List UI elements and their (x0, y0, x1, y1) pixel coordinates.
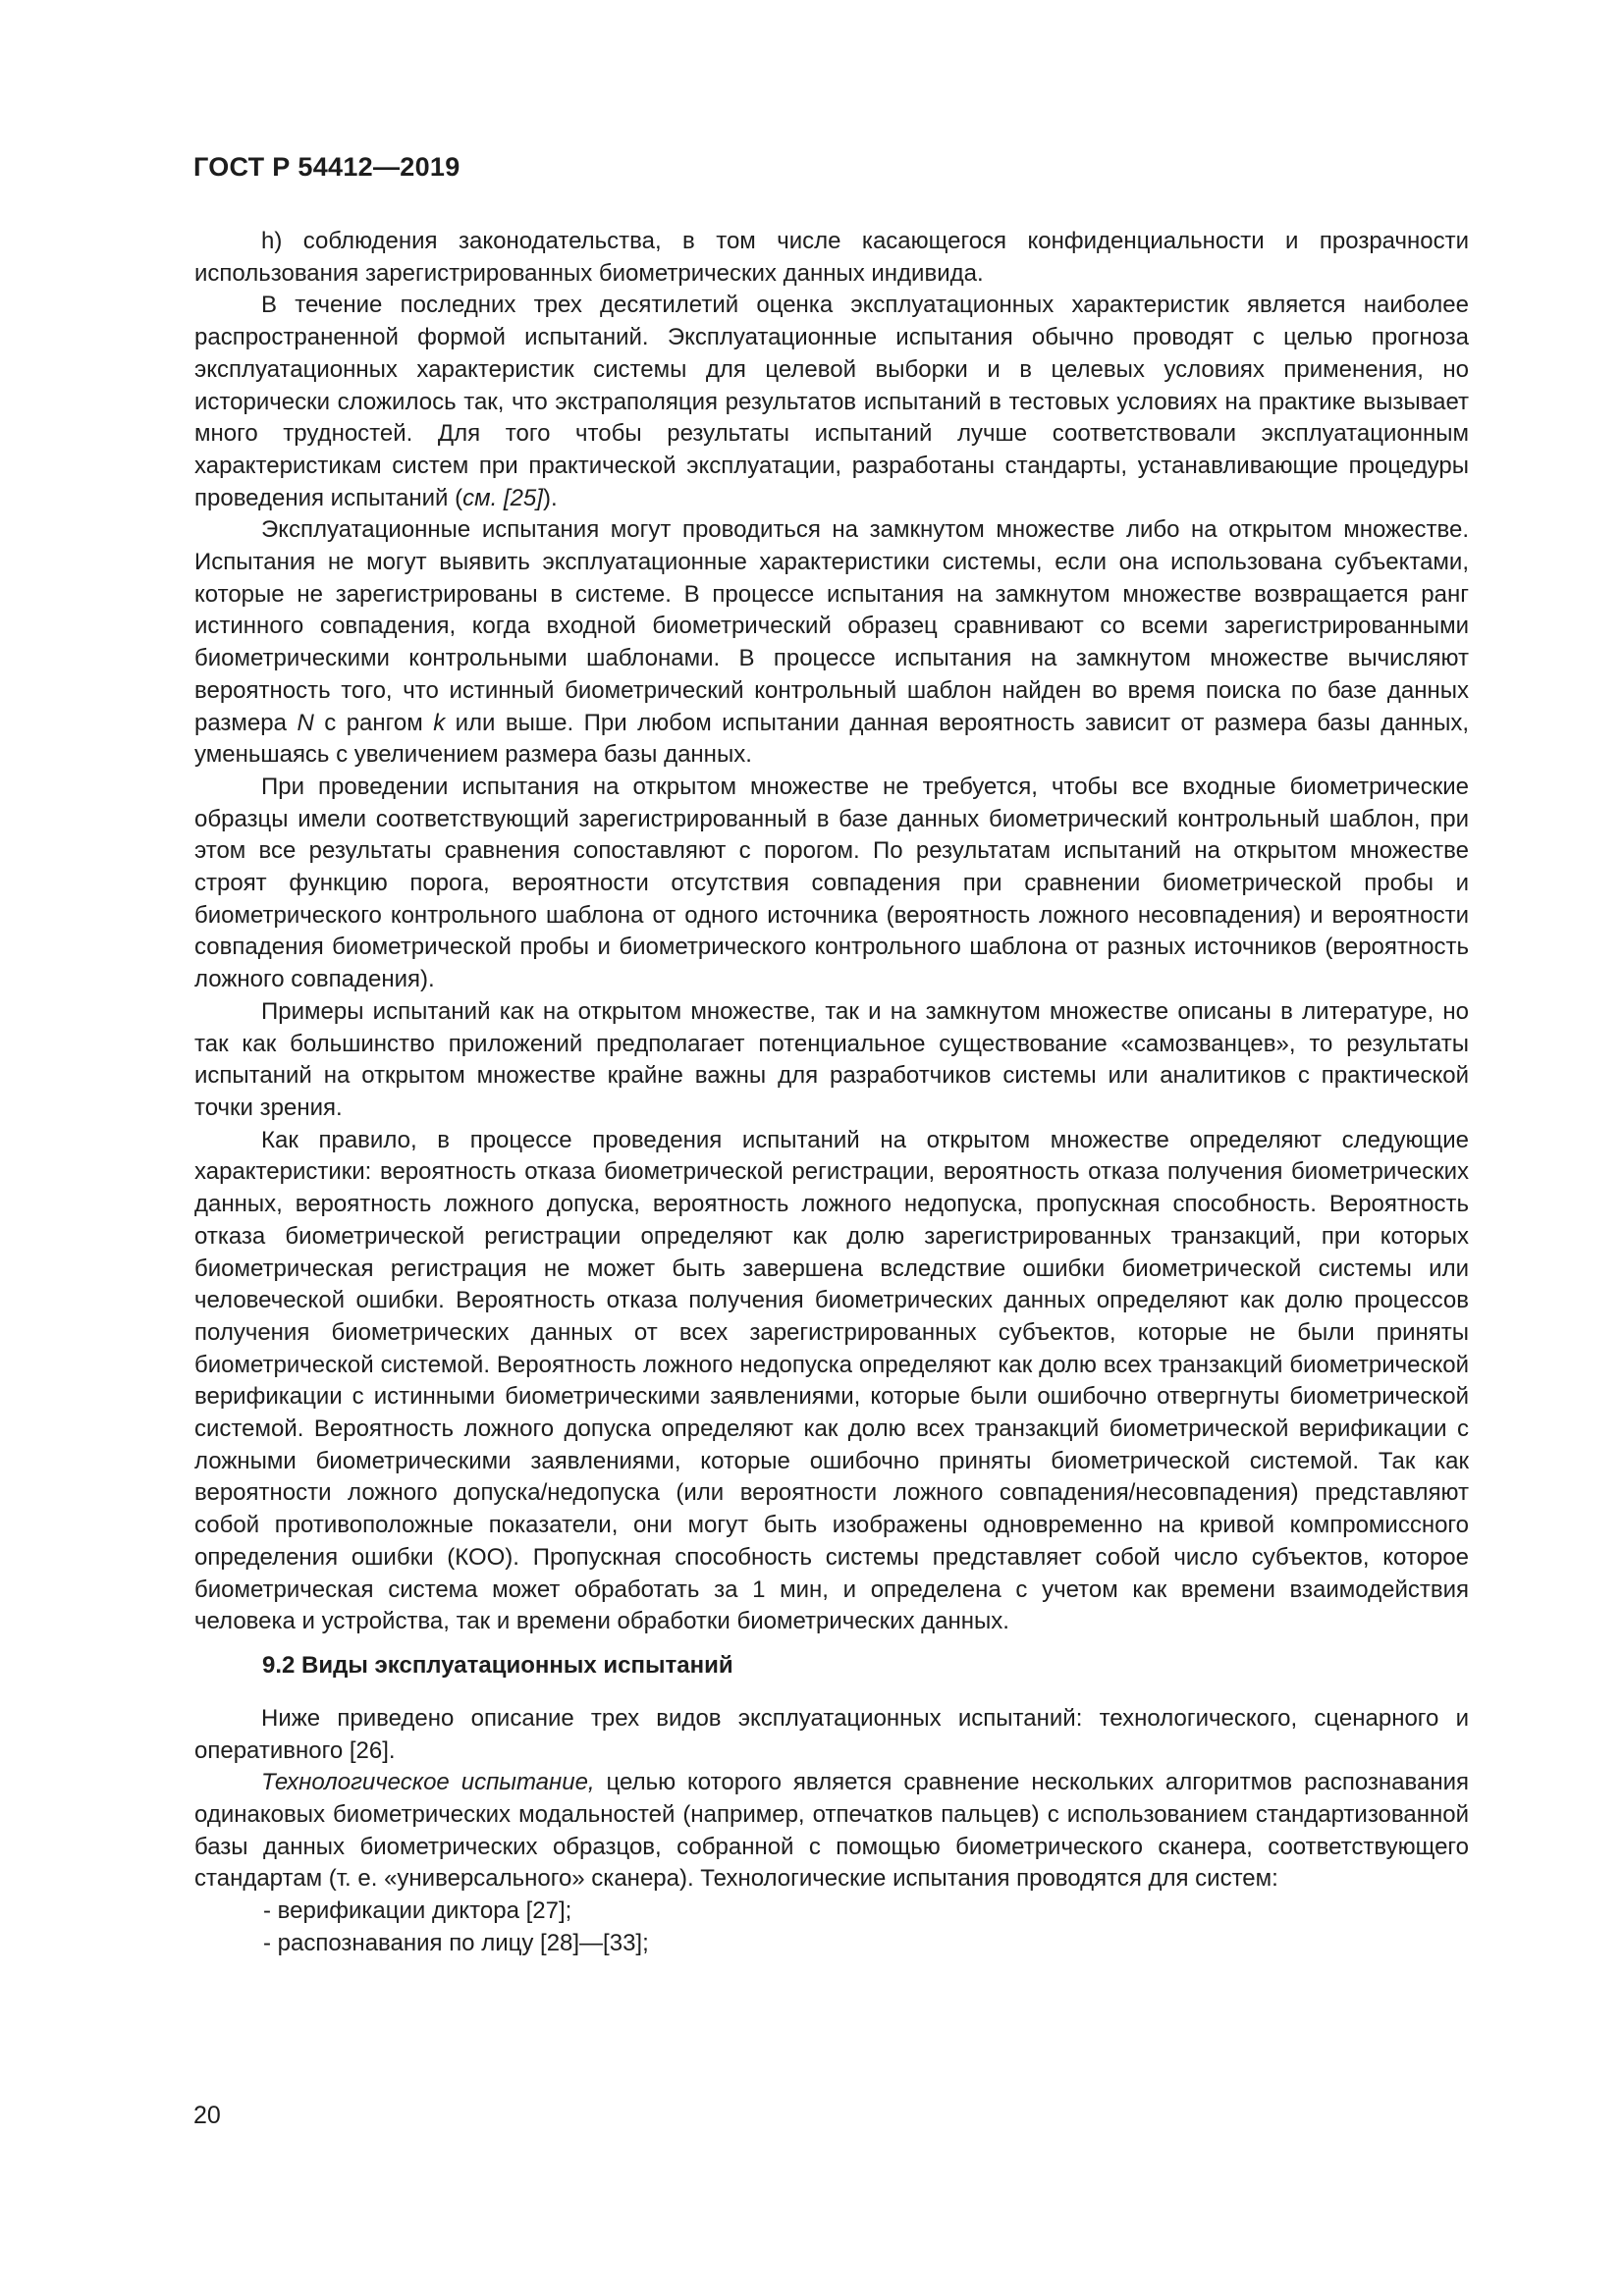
document-header: ГОСТ Р 54412—2019 (193, 152, 460, 182)
paragraph-h: h) соблюдения законодательства, в том числе касающегося конфиденциальности и прозрачности использования зарегистрированных биометрических данных индивида. (194, 228, 1469, 287)
list-item: - распознавания по лицу [28]—[33]; (263, 1929, 649, 1956)
list-item: - верификации диктора [27]; (263, 1897, 572, 1925)
paragraph-performance-evaluation: В течение последних трех десятилетий оценка эксплуатационных характеристик является наиболее распространенной формой испытаний. Эксплуатационные испытания обычно проводят с целью прогноза эксплуатационных характеристик системы для целевой выборки и в целевых условиях применения, но исторически сложилось так, что экстраполяция результатов испытаний в тестовых условиях на практике вызывает много трудностей. Для того чтобы результаты испытаний лучше соответствовали эксплуатационным характеристикам систем при практической эксплуатации, разработаны стандарты, устанавливающие процедуры проведения испытаний (см. [25]). (194, 292, 1469, 511)
paragraph-characteristics: Как правило, в процессе проведения испытаний на открытом множестве определяют следующие характеристики: вероятность отказа биометрической регистрации, вероятность отказа получения биометрических данных, вероятность ложного допуска, вероятность ложного недопуска, пропускная способность. Вероятность отказа биометрической регистрации определяют как долю зарегистрированных транзакций, при которых биометрическая регистрация не может быть завершена вследствие ошибки биометрической системы или человеческой ошибки. Вероятность отказа получения биометрических данных определяют как долю процессов получения биометрических данных от всех зарегистрированных субъектов, которые не были приняты биометрической системой. Вероятность ложного недопуска определяют как долю всех транзакций биометрической верификации с истинными биометрическими заявлениями, которые были ошибочно отвергнуты биометрической системой. Вероятность ложного допуска определяют как долю всех транзакций биометрической верификации с ложными биометрическими заявлениями, которые ошибочно приняты биометрической системой. Так как вероятности ложного допуска/недопуска (или вероятности ложного совпадения/несовпадения) представляют собой противоположные показатели, они могут быть изображены одновременно на кривой компромиссного определения ошибки (КОО). Пропускная способность системы представляет собой число субъектов, которое биометрическая система может обработать за 1 мин, и определена с учетом как времени взаимодействия человека и устройства, так и времени обработки биометрических данных. (194, 1126, 1469, 1635)
term-technology-test: Технологическое испытание, (261, 1769, 595, 1796)
paragraph-open-set: При проведении испытания на открытом множестве не требуется, чтобы все входные биометрические образцы имели соответствующий зарегистрированный в базе данных биометрический контрольный шаблон, при этом все результаты сравнения сопоставляют с порогом. По результатам испытаний на открытом множестве строят функцию порога, вероятности отсутствия совпадения при сравнении биометрической пробы и биометрического контрольного шаблона от одного источника (вероятность ложного несовпадения) и вероятности совпадения биометрической пробы и биометрического контрольного шаблона от разных источников (вероятность ложного совпадения). (194, 773, 1469, 993)
section-heading: 9.2 Виды эксплуатационных испытаний (262, 1651, 733, 1679)
paragraph-examples: Примеры испытаний как на открытом множестве, так и на замкнутом множестве описаны в литературе, но так как большинство приложений предполагает потенциальное существование «самозванцев», то результаты испытаний на открытом множестве крайне важны для разработчиков системы или аналитиков с практической точки зрения. (194, 997, 1469, 1121)
paragraph-test-types-intro: Ниже приведено описание трех видов эксплуатационных испытаний: технологического, сценарного и оперативного [26]. (194, 1704, 1469, 1764)
reference-link: см. [25] (462, 484, 543, 511)
paragraph-closed-set: Эксплуатационные испытания могут проводиться на замкнутом множестве либо на открытом множестве. Испытания не могут выявить эксплуатационные характеристики системы, если она использована субъектами, которые не зарегистрированы в системе. В процессе испытания на замкнутом множестве возвращается ранг истинного совпадения, когда входной биометрический образец сравнивают со всеми зарегистрированными биометрическими контрольными шаблонами. В процессе испытания на замкнутом множестве вычисляют вероятность того, что истинный биометрический контрольный шаблон найден во время поиска по базе данных размера N с рангом k или выше. При любом испытании данная вероятность зависит от размера базы данных, уменьшаясь с увеличением размера базы данных. (194, 516, 1469, 769)
page-number: 20 (193, 2102, 221, 2129)
document-body (194, 226, 1469, 1960)
paragraph-technology-test: Технологическое испытание, целью которого является сравнение нескольких алгоритмов распознавания одинаковых биометрических модальностей (например, отпечатков пальцев) с использованием стандартизованной базы данных биометрических образцов, собранной с помощью биометрического сканера, соответствующего стандартам (т. е. «универсального» сканера). Технологические испытания проводятся для систем: (194, 1769, 1469, 1893)
